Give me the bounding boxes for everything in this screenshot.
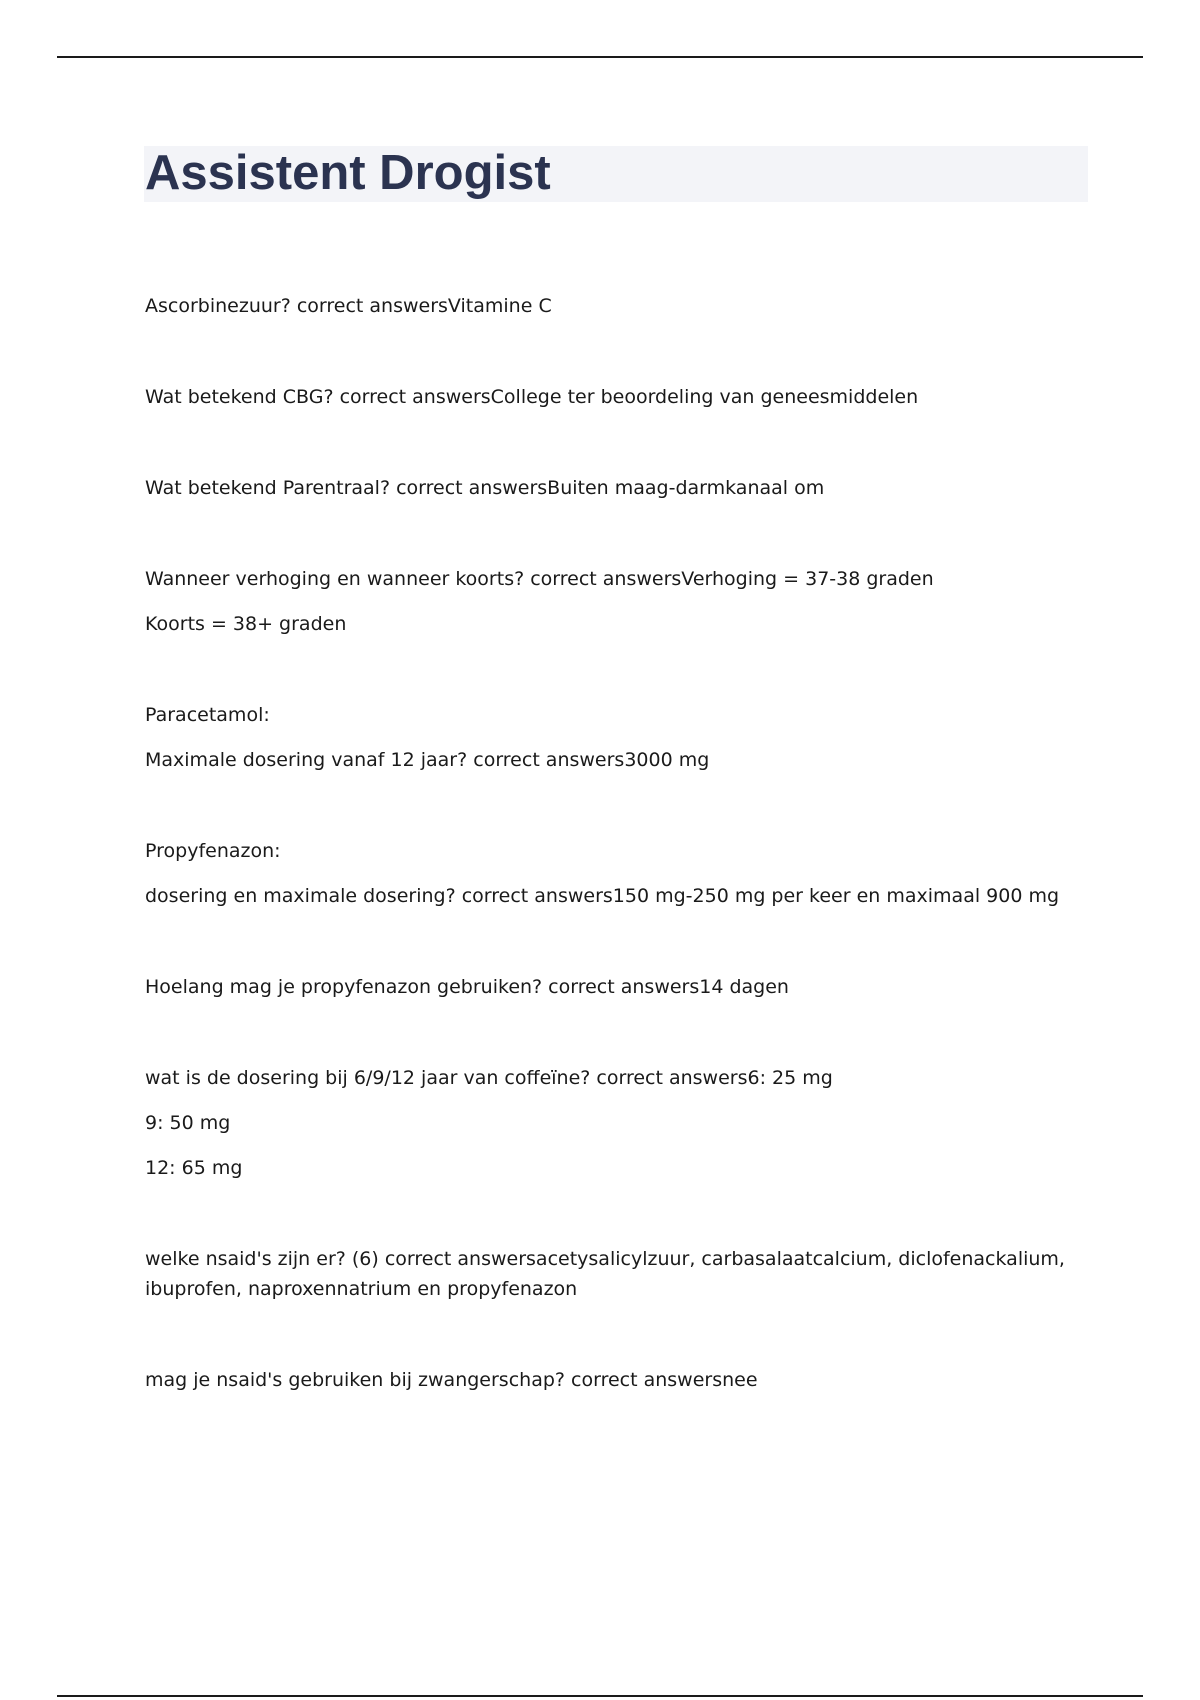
qa-line: 12: 65 mg bbox=[145, 1157, 243, 1179]
qa-line: Paracetamol: bbox=[145, 704, 270, 726]
qa-line: Wanneer verhoging en wanneer koorts? correct answersVerhoging = 37-38 graden bbox=[145, 568, 934, 590]
qa-line: Propyfenazon: bbox=[145, 840, 281, 862]
qa-line: Koorts = 38+ graden bbox=[145, 613, 347, 635]
page-title: Assistent Drogist bbox=[145, 146, 551, 200]
qa-line: dosering en maximale dosering? correct answers150 mg-250 mg per keer en maximaal 900 mg bbox=[145, 885, 1060, 907]
qa-line: Wat betekend CBG? correct answersCollege ter beoordeling van geneesmiddelen bbox=[145, 386, 919, 408]
qa-line: 9: 50 mg bbox=[145, 1112, 231, 1134]
qa-line: Hoelang mag je propyfenazon gebruiken? correct answers14 dagen bbox=[145, 976, 789, 998]
qa-line: welke nsaid's zijn er? (6) correct answersacetysalicylzuur, carbasalaatcalcium, diclofenackalium, bbox=[145, 1248, 1065, 1270]
bottom-rule bbox=[57, 1695, 1143, 1697]
qa-line: Ascorbinezuur? correct answersVitamine C bbox=[145, 295, 552, 317]
qa-line: ibuprofen, naproxennatrium en propyfenazon bbox=[145, 1278, 578, 1300]
qa-line: mag je nsaid's gebruiken bij zwangerschap? correct answersnee bbox=[145, 1369, 758, 1391]
qa-line: wat is de dosering bij 6/9/12 jaar van coffeïne? correct answers6: 25 mg bbox=[145, 1067, 833, 1089]
top-rule bbox=[57, 56, 1143, 58]
qa-line: Maximale dosering vanaf 12 jaar? correct answers3000 mg bbox=[145, 749, 710, 771]
qa-line: Wat betekend Parentraal? correct answersBuiten maag-darmkanaal om bbox=[145, 477, 825, 499]
